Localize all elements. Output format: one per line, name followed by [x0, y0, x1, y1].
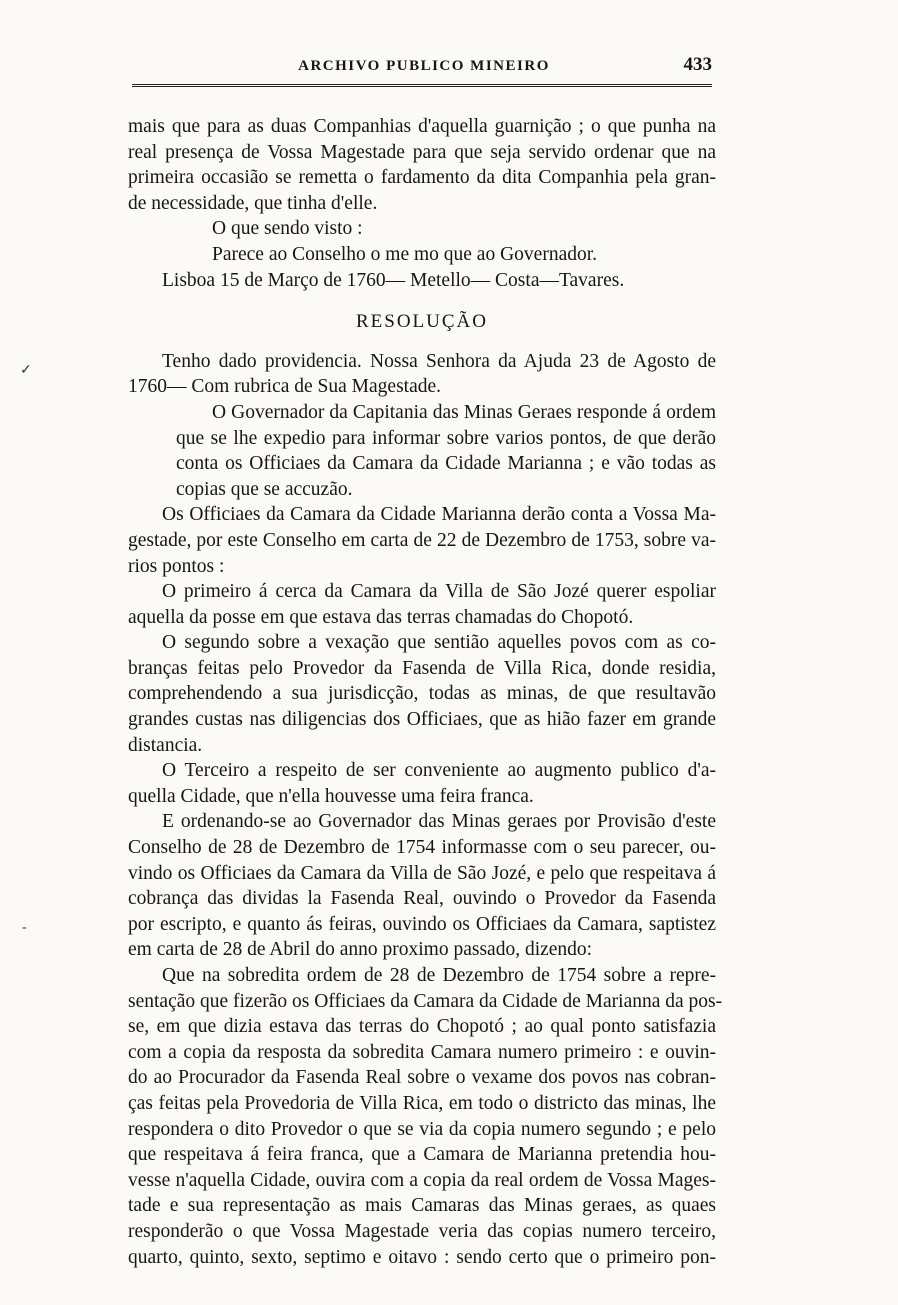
header-rule: [132, 84, 712, 87]
text-line: do ao Procurador da Fasenda Real sobre o vexame dos povos nas cobran-: [128, 1067, 716, 1089]
text-line: O Governador da Capitania das Minas Geraes responde á ordem: [212, 401, 716, 423]
text-line: real presença de Vossa Magestade para que seja servido ordenar que na: [128, 141, 716, 163]
text-line: em carta de 28 de Abril do anno proximo passado, dizendo:: [128, 939, 593, 961]
text-line: vindo os Officiaes da Camara da Villa de São Jozé, e pelo que respeitava á: [128, 862, 716, 884]
text-line: de necessidade, que tinha d'elle.: [128, 192, 378, 214]
text-line: cobrança das dividas la Fasenda Real, ouvindo o Provedor da Fasenda: [128, 888, 716, 910]
text-line: mais que para as duas Companhias d'aquella guarnição ; o que punha na: [128, 116, 716, 137]
paragraph-1: [128, 114, 716, 216]
text-line: grandes custas nas diligencias dos Officiaes, que as hião fazer em grande: [128, 709, 716, 731]
text-line: responderão o que Vossa Magestade veria das copias numero terceiro,: [128, 1220, 716, 1242]
text-line: E ordenando-se ao Governador das Minas geraes por Provisão d'este: [162, 811, 716, 833]
text-line: O Terceiro a respeito de ser conveniente ao augmento publico d'a-: [162, 760, 716, 782]
text-line: se, em que dizia estava das terras do Chopotó ; ao qual ponto satisfazia: [128, 1016, 716, 1038]
paragraph-7: [128, 502, 716, 579]
paragraph-10: [128, 758, 716, 809]
text-line: Os Officiaes da Camara da Cidade Marianna derão conta a Vossa Ma-: [162, 504, 716, 526]
paragraph-6: [128, 400, 716, 502]
page-number: 433: [683, 54, 712, 75]
paragraph-9: [128, 630, 716, 758]
paragraph-4: Lisboa 15 de Março de 1760— Metello— Costa—Tavares.: [162, 269, 625, 291]
running-header: [132, 54, 716, 82]
text-line: O primeiro á cerca da Camara da Villa de São Jozé querer espoliar: [162, 581, 716, 603]
paragraph-11: [128, 809, 716, 963]
text-line: vesse n'aquella Cidade, ouvira com a copia da real ordem de Vossa Mages-: [128, 1169, 716, 1191]
paragraph-8: [128, 579, 716, 630]
text-line: quarto, quinto, sexto, septimo e oitavo : sendo certo que o primeiro pon-: [128, 1246, 716, 1268]
text-line: respondera o dito Provedor o que se via da copia numero segundo ; e pelo: [128, 1118, 716, 1140]
paragraph-12: [128, 963, 723, 1270]
text-line: copias que se accuzão.: [176, 478, 353, 500]
text-line: com a copia da resposta da sobredita Camara numero primeiro : e ouvin-: [128, 1041, 716, 1063]
text-line: comprehendendo a sua jurisdicção, todas as minas, de que resultavão: [128, 683, 716, 705]
text-line: aquella da posse em que estava das terras chamadas do Chopotó.: [128, 606, 634, 628]
margin-mark: -: [22, 920, 27, 935]
text-line: Conselho de 28 de Dezembro de 1754 informasse com o seu parecer, ou-: [128, 837, 716, 859]
text-line: quella Cidade, que n'ella houvesse uma feira franca.: [128, 785, 534, 807]
paragraph-3: Parece ao Conselho o me mo que ao Governador.: [212, 243, 598, 265]
text-line: sentação que fizerão os Officiaes da Camara da Cidade de Marianna da pos-: [128, 990, 723, 1012]
text-line: rios pontos :: [128, 555, 225, 577]
text-line: primeira occasião se remetta o fardamento da dita Companhia pela gran-: [128, 167, 716, 189]
text-line: Que na sobredita ordem de 28 de Dezembro de 1754 sobre a repre-: [162, 965, 716, 986]
section-heading: RESOLUÇÃO: [355, 311, 488, 333]
text-line: conta os Officiaes da Camara da Cidade Marianna ; e vão todas as: [176, 453, 716, 475]
body-text: [128, 114, 723, 1270]
paragraph-2: O que sendo visto :: [212, 218, 363, 240]
text-line: O segundo sobre a vexação que sentião aquelles povos com as co-: [162, 632, 716, 654]
margin-mark: ✓: [20, 363, 32, 378]
text-line: Tenho dado providencia. Nossa Senhora da Ajuda 23 de Agosto de: [162, 350, 716, 372]
text-line: por escripto, e quanto ás feiras, ouvindo os Officiaes da Camara, saptistez: [128, 913, 716, 935]
text-line: branças feitas pelo Provedor da Fasenda de Villa Rica, donde residia,: [128, 657, 716, 679]
text-line: tade e sua representação as mais Camaras das Minas geraes, as quaes: [128, 1195, 716, 1217]
text-line: que respeitava á feira franca, que a Camara de Marianna pretendia hou-: [128, 1144, 716, 1166]
text-line: gestade, por este Conselho em carta de 22 de Dezembro de 1753, sobre va-: [128, 529, 716, 551]
header-title: ARCHIVO PUBLICO MINEIRO: [298, 58, 550, 74]
text-line: que se lhe expedio para informar sobre varios pontos, de que derão: [176, 427, 716, 449]
paragraph-5: [128, 349, 716, 400]
text-line: 1760— Com rubrica de Sua Magestade.: [128, 376, 442, 398]
text-line: distancia.: [128, 734, 203, 756]
text-line: ças feitas pela Provedoria de Villa Rica, em todo o districto das minas, lhe: [128, 1092, 716, 1114]
